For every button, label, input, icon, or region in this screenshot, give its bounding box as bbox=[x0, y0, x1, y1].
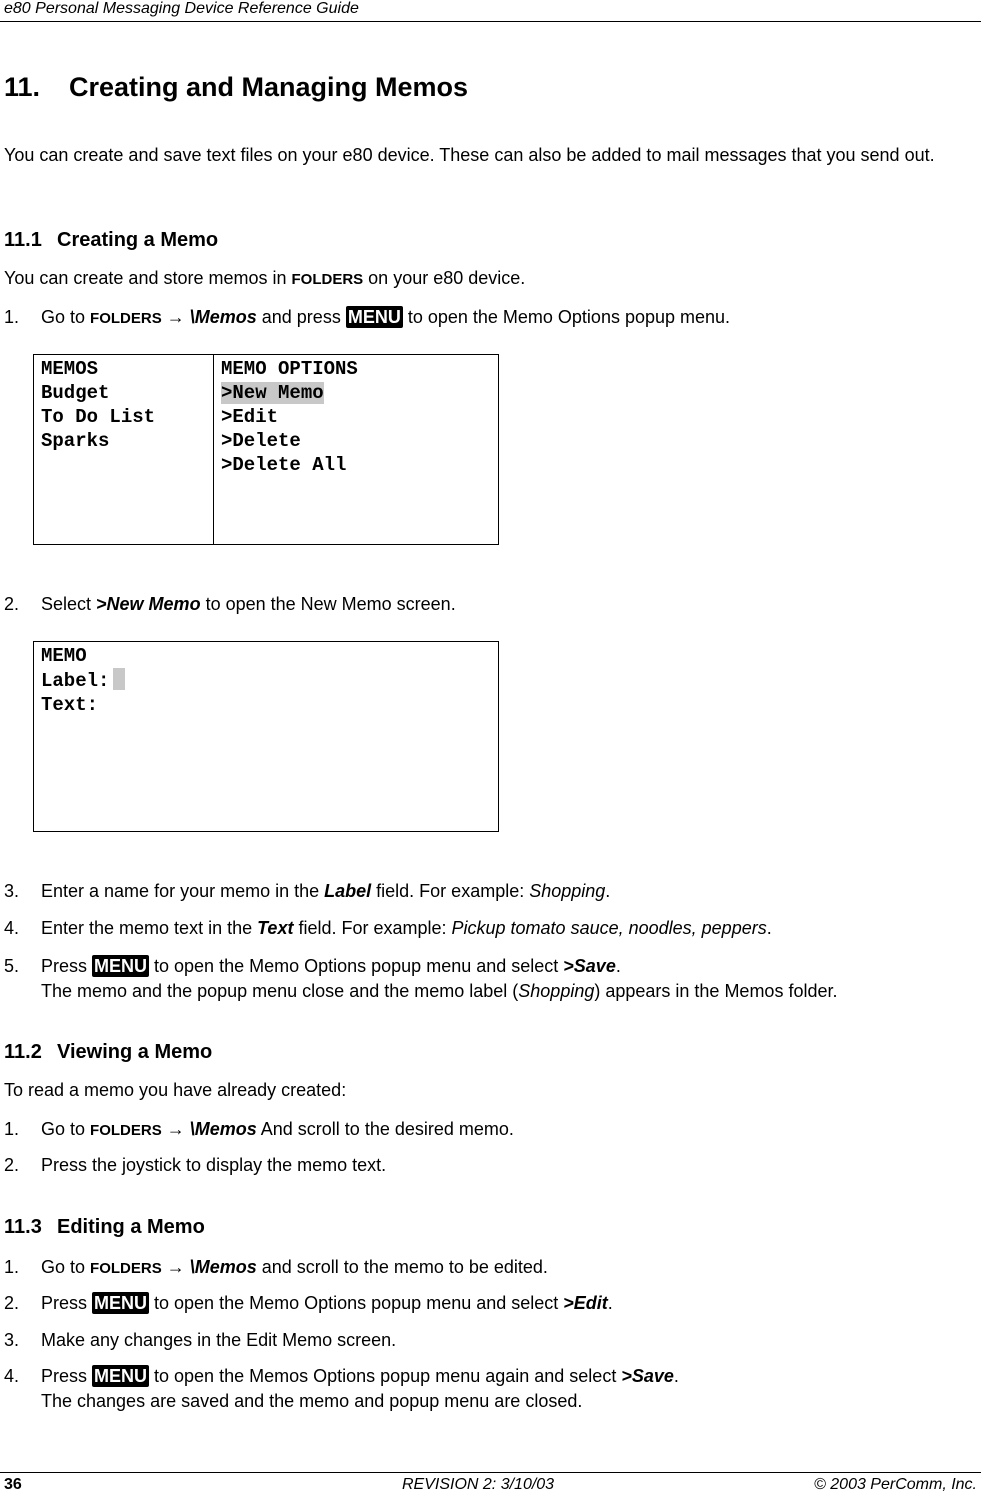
menu-key: MENU bbox=[94, 1366, 148, 1386]
step-number: 3. bbox=[4, 1330, 20, 1350]
folders-key: FOLDERS bbox=[90, 310, 162, 327]
section-intro bbox=[4, 266, 525, 292]
text: . bbox=[605, 881, 611, 901]
section-title: Editing a Memo bbox=[57, 1216, 205, 1238]
text: Select bbox=[41, 594, 97, 614]
text: field. For example: bbox=[371, 881, 530, 901]
chapter-number: 11. bbox=[4, 72, 41, 102]
example: Pickup tomato sauce, noodles, peppers bbox=[451, 918, 767, 938]
text: Go to bbox=[41, 1257, 91, 1277]
step-item bbox=[4, 1255, 548, 1281]
menu-key: MENU bbox=[94, 1293, 148, 1313]
text: Go to bbox=[41, 1119, 91, 1139]
step-continuation bbox=[4, 979, 979, 1004]
emphasis: Label bbox=[324, 881, 372, 901]
chapter-title: Creating and Managing Memos bbox=[69, 72, 469, 102]
menu-key: MENU bbox=[347, 307, 401, 327]
text: Go to bbox=[41, 307, 91, 327]
page-header bbox=[0, 0, 981, 22]
text: Press bbox=[41, 1293, 93, 1313]
step-number: 4. bbox=[4, 918, 20, 938]
step-item bbox=[4, 305, 730, 331]
text: to open the New Memo screen. bbox=[200, 594, 456, 614]
text: to open the Memo Options popup menu and select bbox=[149, 956, 564, 976]
revision-label: REVISION 2: 3/10/03 bbox=[402, 1476, 555, 1493]
text: to open the Memos Options popup menu again and select bbox=[149, 1366, 622, 1386]
step-item bbox=[4, 1117, 514, 1143]
label-field-label: Label: bbox=[41, 670, 110, 692]
memos-path: \Memos bbox=[189, 1257, 257, 1277]
page-number: 36 bbox=[4, 1476, 22, 1493]
emphasis: Text bbox=[257, 918, 294, 938]
step-item bbox=[4, 1291, 613, 1316]
menu-item-edit[interactable]: >Edit bbox=[221, 406, 279, 428]
section-number: 11.2 bbox=[4, 1041, 42, 1063]
screen-title: MEMO bbox=[41, 645, 87, 667]
screen-title: MEMOS bbox=[41, 358, 99, 380]
example: Shopping bbox=[529, 881, 606, 901]
step-item bbox=[4, 1328, 396, 1353]
step-item bbox=[4, 1364, 679, 1414]
arrow-icon: → bbox=[166, 1257, 185, 1277]
section-number: 11.1 bbox=[4, 229, 42, 251]
text: The memo and the popup menu close and the memo label ( bbox=[41, 981, 519, 1001]
step-number: 2. bbox=[4, 594, 20, 614]
step-item bbox=[4, 1153, 386, 1178]
folders-key: FOLDERS bbox=[90, 1122, 162, 1139]
section-heading-11-3 bbox=[4, 1216, 205, 1239]
arrow-icon: → bbox=[166, 1119, 185, 1139]
text: . bbox=[615, 956, 621, 976]
emphasis: >New Memo bbox=[96, 594, 201, 614]
menu-title: MEMO OPTIONS bbox=[221, 358, 358, 380]
text: field. For example: bbox=[293, 918, 452, 938]
menu-item-delete-all[interactable]: >Delete All bbox=[221, 454, 347, 476]
device-screen-new-memo bbox=[33, 641, 499, 832]
memo-item[interactable]: To Do List bbox=[41, 406, 156, 428]
text: ) appears in the Memos folder. bbox=[594, 981, 838, 1001]
text-cursor[interactable] bbox=[113, 668, 125, 690]
text-field-label[interactable]: Text: bbox=[41, 694, 99, 716]
step-number: 3. bbox=[4, 881, 20, 901]
step-number: 4. bbox=[4, 1366, 20, 1386]
text: Press bbox=[41, 956, 93, 976]
text: . bbox=[766, 918, 772, 938]
emphasis: >Edit bbox=[563, 1293, 608, 1313]
text: . bbox=[607, 1293, 613, 1313]
text: Enter the memo text in the bbox=[41, 918, 258, 938]
folders-key: FOLDERS bbox=[90, 1260, 162, 1277]
menu-item-new-memo[interactable]: >New Memo bbox=[221, 382, 324, 404]
memos-list bbox=[34, 355, 214, 544]
text: to open the Memo Options popup menu. bbox=[402, 307, 731, 327]
text: to open the Memo Options popup menu and select bbox=[149, 1293, 564, 1313]
memos-path: \Memos bbox=[189, 1119, 257, 1139]
text: and press bbox=[256, 307, 346, 327]
menu-item-delete[interactable]: >Delete bbox=[221, 430, 301, 452]
step-continuation: The changes are saved and the memo and popup menu are closed. bbox=[41, 1391, 583, 1411]
text: Enter a name for your memo in the bbox=[41, 881, 325, 901]
step-item bbox=[4, 592, 456, 617]
text: You can create and store memos in bbox=[4, 268, 292, 288]
text: and scroll to the memo to be edited. bbox=[256, 1257, 548, 1277]
step-number: 1. bbox=[4, 307, 20, 327]
menu-key: MENU bbox=[94, 956, 148, 976]
section-heading-11-2 bbox=[4, 1041, 212, 1064]
intro-paragraph: You can create and save text files on your e80 device. These can also be added to mail messages that you send out. bbox=[4, 145, 935, 165]
text: Press bbox=[41, 1366, 93, 1386]
emphasis: >Save bbox=[621, 1366, 674, 1386]
example: Shopping bbox=[518, 981, 595, 1001]
memo-item[interactable]: Budget bbox=[41, 382, 110, 404]
device-screen-memo-options bbox=[33, 354, 499, 545]
page-footer bbox=[0, 1472, 981, 1495]
section-title: Viewing a Memo bbox=[57, 1041, 213, 1063]
section-intro: To read a memo you have already created: bbox=[4, 1080, 347, 1100]
step-item bbox=[4, 916, 772, 941]
text: Press the joystick to display the memo text. bbox=[41, 1155, 387, 1175]
step-number: 1. bbox=[4, 1119, 20, 1139]
memos-path: \Memos bbox=[189, 307, 257, 327]
text: And scroll to the desired memo. bbox=[256, 1119, 514, 1139]
step-number: 2. bbox=[4, 1293, 20, 1313]
step-number: 5. bbox=[4, 956, 20, 976]
step-number: 1. bbox=[4, 1257, 20, 1277]
memo-item[interactable]: Sparks bbox=[41, 430, 110, 452]
chapter-heading bbox=[4, 72, 468, 103]
step-item bbox=[4, 879, 610, 904]
copyright-label: © 2003 PerComm, Inc. bbox=[814, 1476, 977, 1493]
emphasis: >Save bbox=[563, 956, 616, 976]
step-item bbox=[4, 954, 979, 1004]
section-number: 11.3 bbox=[4, 1216, 42, 1238]
text: on your e80 device. bbox=[363, 268, 526, 288]
text: . bbox=[673, 1366, 679, 1386]
header-title: e80 Personal Messaging Device Reference Guide bbox=[4, 0, 359, 17]
section-heading-11-1 bbox=[4, 229, 218, 252]
section-title: Creating a Memo bbox=[57, 229, 219, 251]
arrow-icon: → bbox=[166, 307, 185, 327]
memo-options-menu bbox=[214, 355, 498, 544]
step-number: 2. bbox=[4, 1155, 20, 1175]
text: Make any changes in the Edit Memo screen. bbox=[41, 1330, 397, 1350]
folders-key: FOLDERS bbox=[291, 271, 364, 288]
